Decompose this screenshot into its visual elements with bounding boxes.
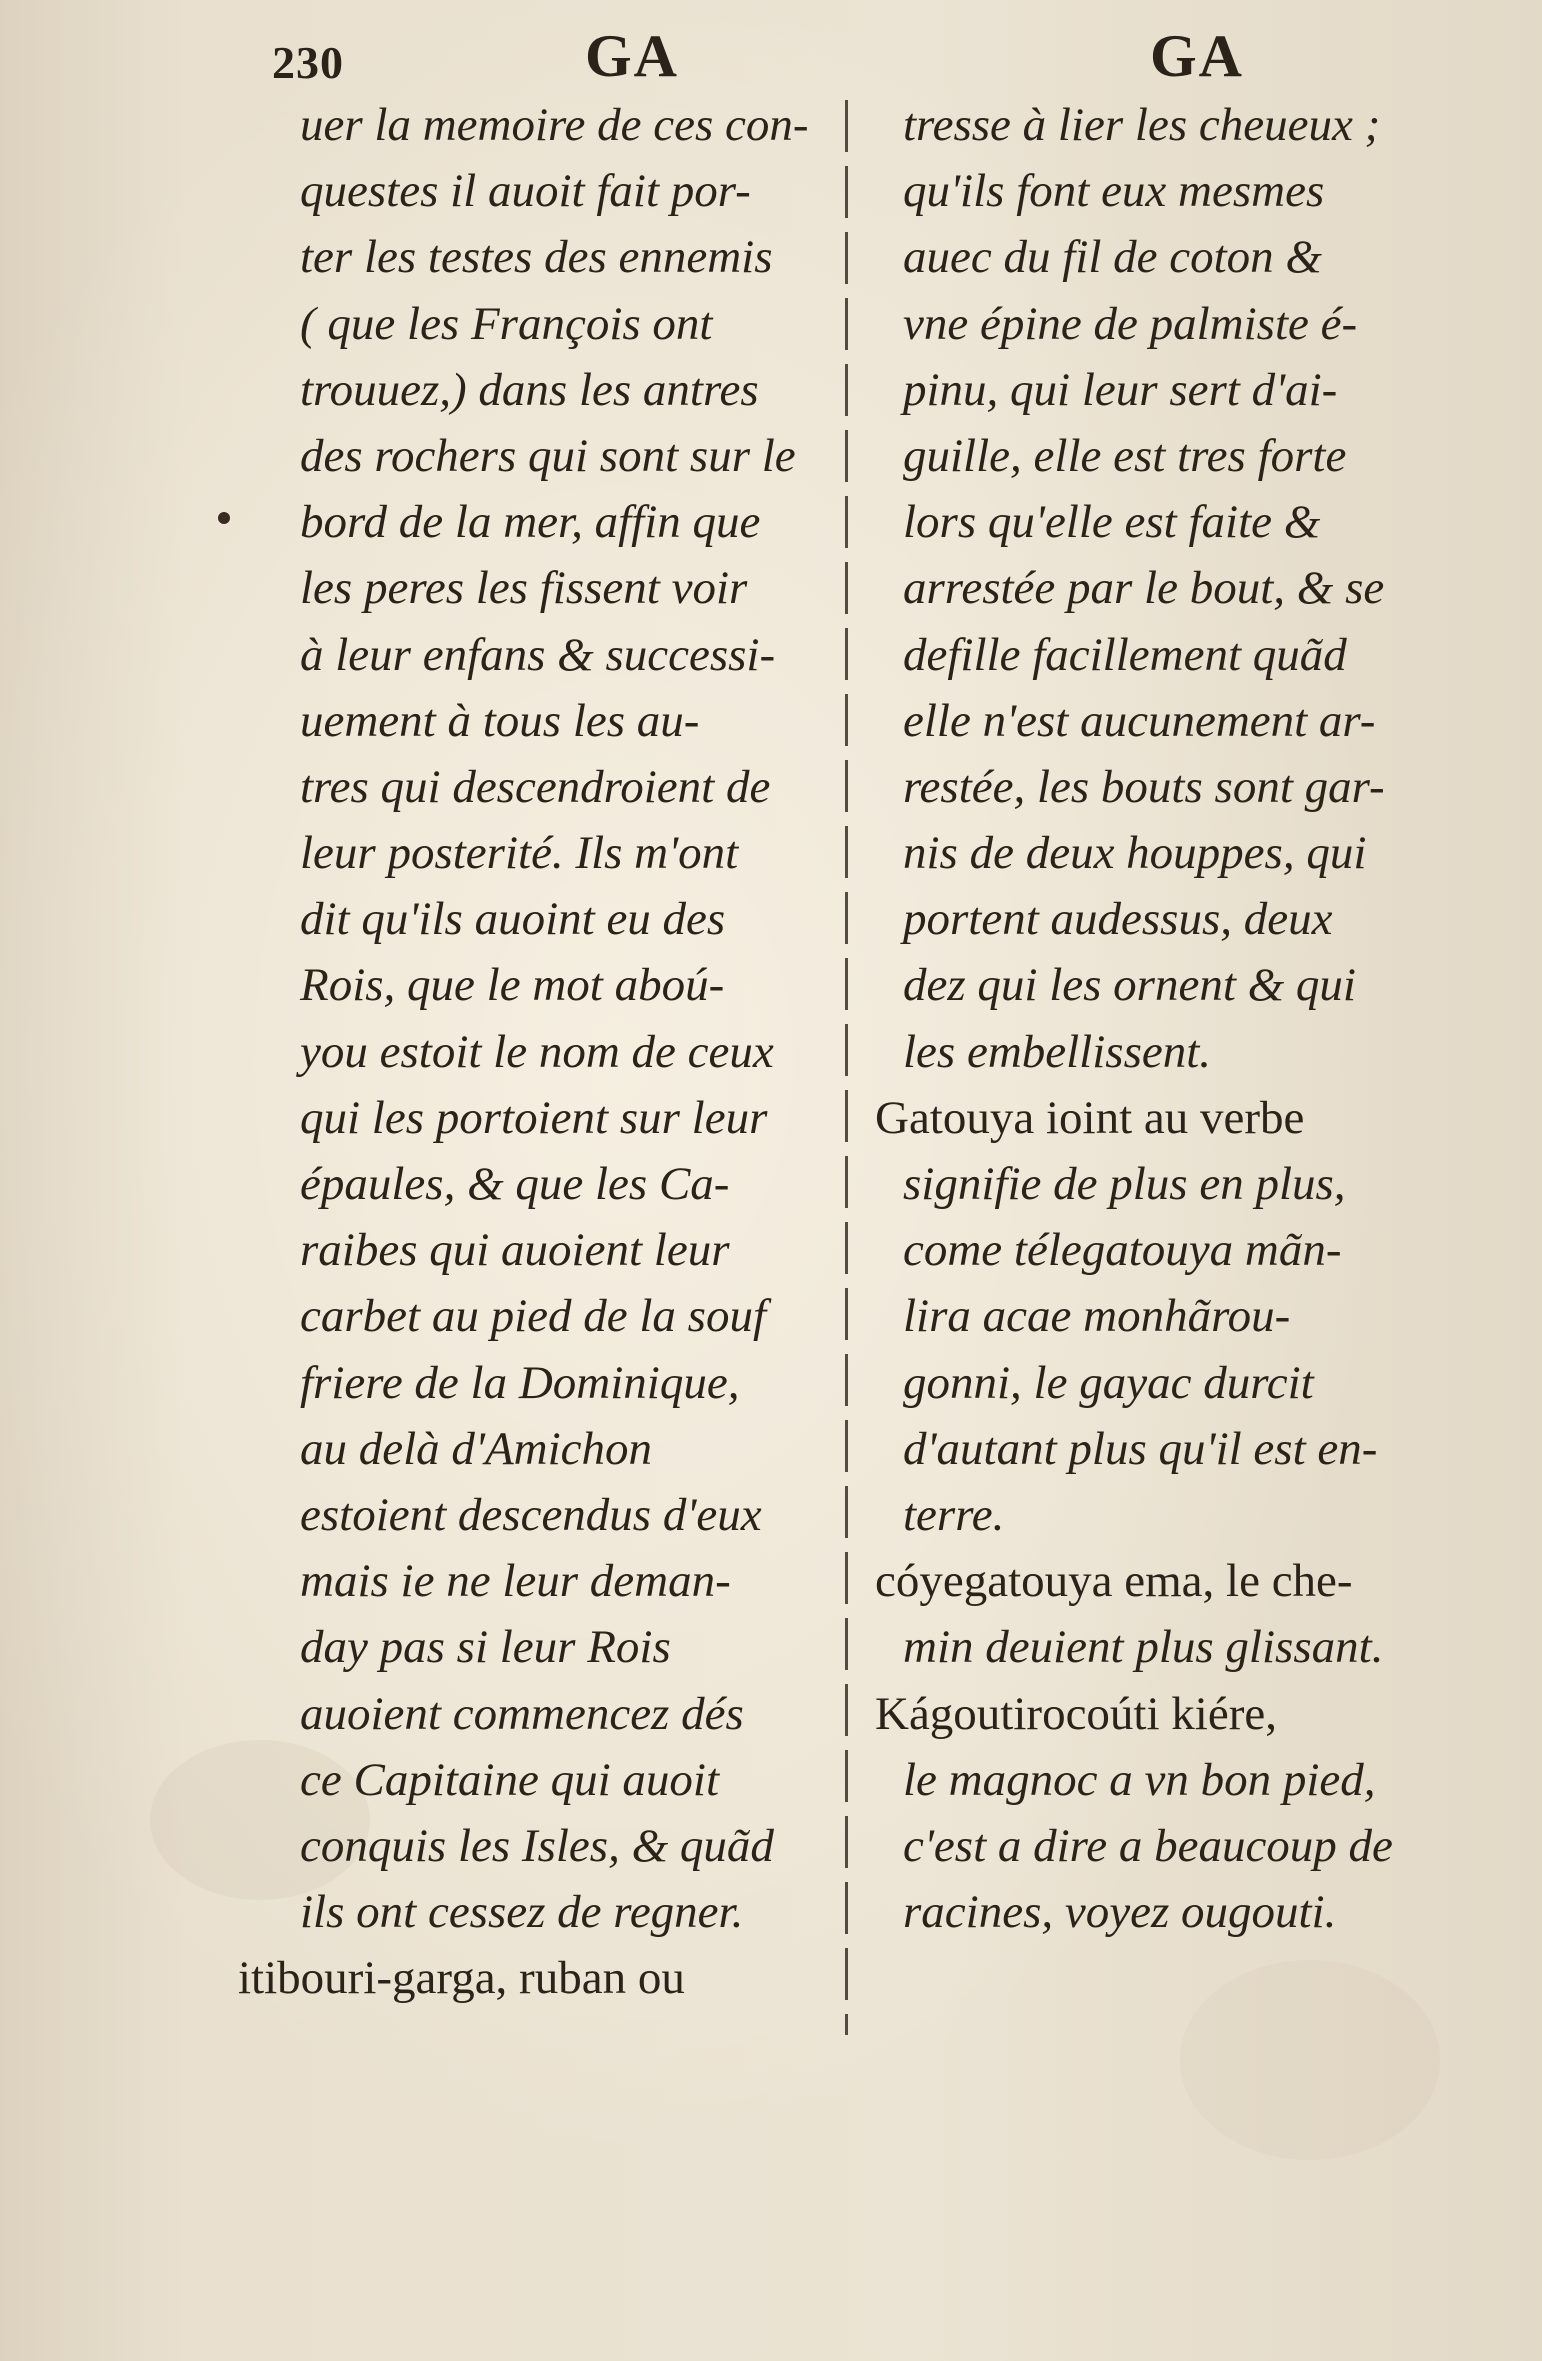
entry-headword-line: Gatouya ioint au verbe [875, 1091, 1305, 1144]
text-line: bord de la mer, affin que [300, 496, 761, 549]
text-line: terre. [903, 1488, 1005, 1541]
text-line: gonni, le gayac durcit [903, 1356, 1314, 1409]
text-line: mais ie ne leur deman- [300, 1555, 731, 1608]
text-line: ce Capitaine qui auoit [300, 1753, 720, 1806]
text-line: des rochers qui sont sur le [300, 429, 796, 482]
text-line: carbet au pied de la souf [300, 1290, 767, 1343]
text-line: épaules, & que les Ca- [300, 1158, 730, 1210]
text-line: conquis les Isles, & quãd [300, 1819, 774, 1872]
text-line: uement à tous les au- [300, 694, 700, 747]
entry-headword-line: itibouri-garga, ruban ou [238, 1952, 685, 2005]
text-line: c'est a dire a beaucoup de [903, 1819, 1393, 1872]
text-line: defille facillement quãd [903, 628, 1347, 681]
text-line: auec du fil de coton & [903, 231, 1322, 284]
text-line: arrestée par le bout, & se [903, 562, 1385, 615]
text-line: les embellissent. [903, 1025, 1212, 1078]
page-number: 230 [272, 37, 344, 88]
text-line: restée, les bouts sont gar- [903, 760, 1385, 813]
text-line: estoient descendus d'eux [300, 1488, 762, 1541]
text-line: ils ont cessez de regner. [300, 1886, 744, 1939]
text-line: qui les portoient sur leur [300, 1091, 768, 1144]
text-line: you estoit le nom de ceux [300, 1025, 774, 1078]
text-line: à leur enfans & successi- [300, 628, 776, 681]
text-line: elle n'est aucunement ar- [903, 694, 1376, 747]
text-line: lira acae monhãrou- [903, 1290, 1291, 1343]
text-line: racines, voyez ougouti. [903, 1886, 1337, 1939]
text-line: trouuez,) dans les antres [300, 363, 759, 416]
paper-stain [1180, 1960, 1440, 2160]
text-line: qu'ils font eux mesmes [903, 165, 1325, 218]
text-line: friere de la Dominique, [300, 1356, 740, 1409]
margin-dot [218, 512, 230, 524]
text-line: nis de deux houppes, qui [903, 827, 1367, 880]
text-line: tresse à lier les cheueux ; [903, 99, 1381, 151]
text-line: vne épine de palmiste é- [903, 297, 1358, 350]
text-line: signifie de plus en plus, [903, 1158, 1346, 1210]
running-head-left: GA [585, 23, 679, 89]
text-line: come télegatouya mãn- [903, 1224, 1342, 1277]
text-line: dez qui les ornent & qui [903, 959, 1356, 1012]
running-head-right: GA [1150, 23, 1244, 89]
text-line: portent audessus, deux [903, 893, 1333, 946]
text-line: au delà d'Amichon [300, 1422, 653, 1475]
text-line: uer la memoire de ces con- [300, 99, 809, 151]
text-line: raibes qui auoient leur [300, 1224, 730, 1277]
entry-headword-line: cóyegatouya ema, le che- [875, 1555, 1353, 1608]
left-text-column [238, 92, 840, 2011]
text-line: lors qu'elle est faite & [903, 496, 1321, 549]
text-line: tres qui descendroient de [300, 760, 771, 813]
text-line: auoient commencez dés [300, 1687, 744, 1740]
text-line: day pas si leur Rois [300, 1621, 671, 1674]
text-line: les peres les fissent voir [300, 562, 748, 615]
text-line: min deuient plus glissant. [903, 1621, 1384, 1674]
text-line: questes il auoit fait por- [300, 165, 751, 218]
text-line: le magnoc a vn bon pied, [903, 1753, 1376, 1806]
column-divider [845, 100, 848, 2035]
text-line: ( que les François ont [300, 297, 713, 350]
text-line: leur posterité. Ils m'ont [300, 827, 739, 880]
text-line: dit qu'ils auoint eu des [300, 893, 726, 946]
text-line: Rois, que le mot aboú- [300, 959, 725, 1012]
right-text-column [875, 92, 1475, 1945]
text-line: guille, elle est tres forte [903, 429, 1347, 482]
entry-headword-line: Kágoutirocoúti kiére, [875, 1687, 1277, 1740]
text-line: d'autant plus qu'il est en- [903, 1422, 1378, 1475]
text-line: pinu, qui leur sert d'ai- [903, 363, 1338, 416]
text-line: ter les testes des ennemis [300, 231, 773, 284]
